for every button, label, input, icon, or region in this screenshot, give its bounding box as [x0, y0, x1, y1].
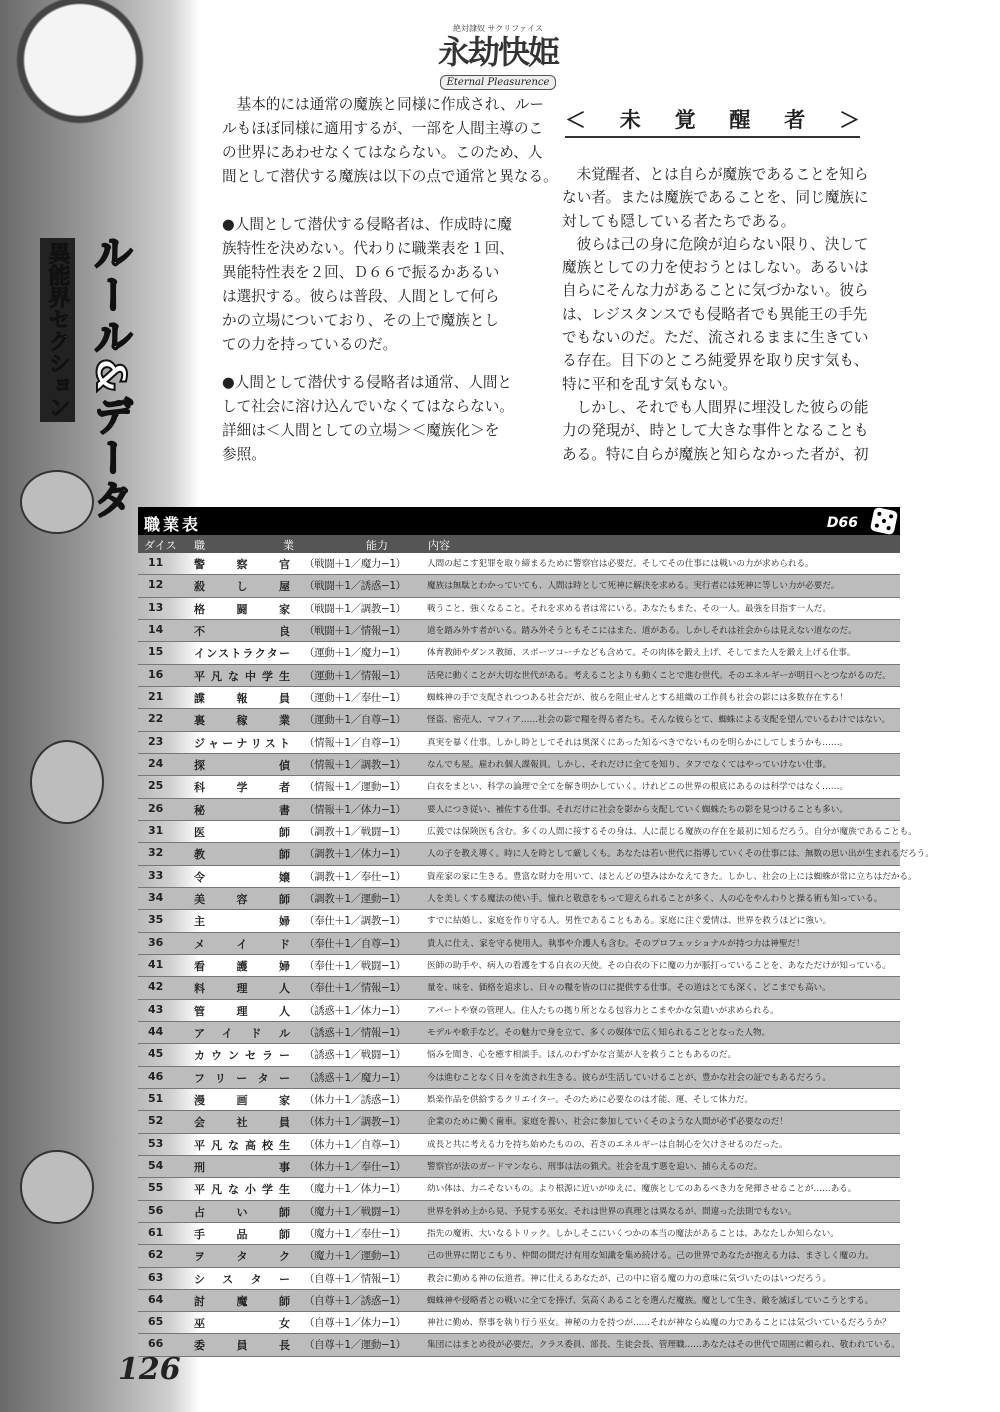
ability-modifier: （体力＋1／調教−1） — [304, 1116, 406, 1129]
dice-value: 21 — [148, 689, 164, 703]
header-job: 職 — [194, 539, 205, 552]
job-name: 占い師 — [194, 1205, 290, 1219]
dice-value: 32 — [148, 846, 164, 860]
dice-value: 52 — [148, 1114, 164, 1128]
text-line: ルもほぼ同様に適用するが、一部を人間主導のこ — [222, 120, 544, 137]
table-row — [138, 1312, 900, 1334]
job-description: 幼い体は、力ニそないもの。より根源に近いがゆえに、魔族としてのあるべき力を発揮させることが……ある。 — [427, 1184, 857, 1195]
table-row — [138, 709, 900, 731]
job-description: 戦うこと、強くなること。それを求める者は常にいる。あなたもまた、その一人。最強を目指す一人だ。 — [427, 603, 831, 614]
character-illustration — [30, 740, 104, 824]
job-description: 蜘蛛神の手で支配されつつある社会だが、彼らを阻止せんとする組織の工作員も社会の影には多数存在する！ — [427, 692, 848, 703]
job-name: 看護婦 — [194, 959, 290, 973]
ability-modifier: （奉仕＋1／調教−1） — [304, 915, 406, 928]
job-description: 真実を暴く仕事。しかし時としてそれは奥深くにあった知るべきでないものを明らかにしてしまうかも……。 — [427, 737, 849, 748]
ability-modifier: （魔力＋1／体力−1） — [304, 1183, 406, 1196]
table-row — [138, 910, 900, 932]
ability-modifier: （自尊＋1／運動−1） — [304, 1339, 406, 1352]
table-title: 職業表 — [144, 515, 202, 534]
dice-value: 24 — [148, 756, 164, 770]
job-description: 魔族は無駄とわかっていても、人間は時として死神に解決を求める。実行者には死神に等しい力が必要だ。 — [427, 581, 840, 592]
job-description: 娯楽作品を供給するクリエイター。そのために必要なのは才能、運、そして体力だ。 — [427, 1094, 754, 1105]
job-name: 手品師 — [194, 1227, 290, 1241]
table-row — [138, 1223, 900, 1245]
logo-small-text: 絶対隷奴 サクリファイス — [453, 24, 543, 33]
text-line: 対しても隠している者たちである。 — [562, 212, 796, 230]
job-description: 怪盗、密売人、マフィア……社会の影で糧を得る者たち。そんな彼らとて、蜘蛛による支配を望んでいるわけではない。 — [427, 715, 891, 726]
job-description: 白衣をまとい、科学の論理で全てを解き明かしていく。けれどこの世界の根底にあるのは科学ではなく……。 — [427, 782, 848, 793]
ability-modifier: （体力＋1／自尊−1） — [304, 1138, 406, 1151]
dice-value: 22 — [148, 712, 164, 726]
dice-label: D66 — [826, 515, 858, 531]
job-name: ヲタク — [194, 1250, 290, 1264]
page-number: 126 — [118, 1352, 181, 1387]
section-title: ルール&データ — [87, 232, 133, 521]
dice-value: 64 — [148, 1292, 164, 1306]
job-name: 平凡な小学生 — [194, 1183, 290, 1197]
job-name: インストラクター — [194, 647, 290, 661]
heading-char: 醒 — [729, 108, 751, 132]
heading-char: ＞ — [838, 108, 860, 132]
table-row — [138, 955, 900, 977]
job-description: 要人につき従い、補佐する仕事。それだけに社会を影から支配していく蜘蛛たちの影を見つけることも多い。 — [427, 804, 848, 815]
header-job: 業 — [283, 539, 294, 552]
dice-value: 43 — [148, 1002, 164, 1016]
table-row — [138, 843, 934, 865]
ability-modifier: （自尊＋1／情報−1） — [304, 1272, 406, 1285]
table-row — [138, 754, 900, 776]
job-name: 管理人 — [194, 1004, 290, 1018]
header-dice: ダイス — [144, 539, 177, 552]
ability-modifier: （奉仕＋1／戦闘−1） — [304, 959, 406, 972]
table-row — [138, 1156, 900, 1178]
dice-value: 41 — [148, 957, 164, 971]
text-line: かの立場についており、その上で魔族とし — [222, 312, 499, 329]
ability-modifier: （調教＋1／運動−1） — [304, 892, 406, 905]
table-row — [138, 1245, 900, 1267]
heading-char: 覚 — [674, 108, 696, 132]
table-row — [138, 598, 900, 620]
intro-paragraph — [222, 93, 558, 189]
job-description: 指先の魔術、大いなるトリック。しかしそこにいくつかの本当の魔法があることは、あなたしか知らない。 — [427, 1228, 839, 1239]
table-row — [138, 687, 900, 709]
ability-modifier: （誘惑＋1／戦闘−1） — [304, 1049, 406, 1062]
job-name: 巫女 — [194, 1317, 290, 1331]
ability-modifier: （運動＋1／魔力−1） — [304, 647, 406, 660]
ability-modifier: （戦闘＋1／誘惑−1） — [304, 580, 406, 593]
dice-value: 36 — [148, 935, 164, 949]
table-row — [138, 888, 900, 910]
job-description: 世界を斜め上から見、予見する巫女。それは世界の真理とは異なるが、間違った法則でもない。 — [427, 1206, 797, 1217]
table-row — [138, 575, 900, 597]
dice-value: 46 — [148, 1069, 164, 1083]
table-row — [138, 977, 900, 999]
job-description: 量を、味を、価格を追求し、日々の糧を皆の口に提供する仕事。その道はとても深く、どこまでも高い。 — [427, 983, 831, 994]
table-row — [138, 1111, 900, 1133]
ability-modifier: （魔力＋1／運動−1） — [304, 1250, 406, 1263]
table-row — [138, 732, 900, 754]
ability-modifier: （奉仕＋1／自尊−1） — [304, 937, 406, 950]
ability-modifier: （誘惑＋1／魔力−1） — [304, 1071, 406, 1084]
logo-main-text: 永劫快姫 — [437, 33, 558, 71]
text-line: 詳細は＜人間としての立場＞＜魔族化＞を — [222, 422, 500, 439]
dice-icon — [870, 507, 898, 535]
job-name: 探 偵 — [194, 758, 290, 772]
table-title-bar — [138, 507, 900, 535]
job-name: 平凡な中学生 — [194, 669, 290, 683]
dice-value: 44 — [148, 1024, 164, 1038]
job-description: 成長と共に考える力を持ち始めたものの、若さのエネルギーは自制心を欠けさせるのだった。 — [427, 1139, 788, 1150]
job-name: 諜報員 — [194, 691, 290, 705]
dice-value: 55 — [148, 1181, 164, 1195]
text-line: の世界にあわせなくてはならない。このため、人 — [222, 144, 543, 161]
text-line: ●人間として潜伏する侵略者は通常、人間と — [222, 374, 513, 391]
job-description: 体育教師やダンス教師、スポーツコーチなども含めて。その肉体を鍛え上げ、そしてまた人を鍛え上げる仕事。 — [427, 648, 856, 659]
dice-value: 35 — [148, 913, 164, 927]
ability-modifier: （自尊＋1／体力−1） — [304, 1317, 406, 1330]
dice-value: 51 — [148, 1091, 164, 1105]
table-row — [138, 620, 900, 642]
ability-modifier: （調教＋1／戦闘−1） — [304, 825, 406, 838]
job-name: 会社員 — [194, 1116, 290, 1130]
text-line: る存在。目下のところ純愛界を取り戻す気も、 — [562, 352, 869, 370]
text-line: でもないのだ。ただ、流されるままに生きてい — [562, 329, 869, 347]
job-name: メイド — [194, 937, 290, 951]
table-row — [138, 821, 917, 843]
job-description: なんでも屋。雇われ個人諜報員。しかし、それだけに全てを知り、タフでなくてはやっていけない仕事。 — [427, 759, 832, 770]
text-line: 異能特性表を２回、Ｄ６６で振るかあるい — [222, 264, 500, 281]
text-line: は、レジスタンスでも侵略者でも異能王の手先 — [562, 305, 868, 323]
table-row — [138, 1290, 900, 1312]
ability-modifier: （運動＋1／奉仕−1） — [304, 691, 406, 704]
table-row — [138, 1067, 900, 1089]
ability-modifier: （戦闘＋1／情報−1） — [304, 624, 406, 637]
job-description: 医師の助手や、病人の看護をする白衣の天使。その白衣の下に魔の力が脈打っていることを、あなただけが知っている。 — [427, 960, 891, 971]
text-line: 未覚醒者、とは自らが魔族であることを知ら — [562, 166, 869, 183]
job-name: フリーター — [194, 1071, 290, 1085]
job-description: 広義では保険医も含む。多くの人間に接するその身は、人に混じる魔族の存在を最初に知るだろう。自分が魔族であることも。 — [427, 826, 917, 837]
dice-value: 33 — [148, 868, 164, 882]
text-line: 族特性を決めない。代わりに職業表を１回、 — [222, 240, 514, 257]
job-name: 主婦 — [194, 915, 290, 929]
left-text-column — [222, 93, 558, 467]
job-description: 集団にはまとめ役が必要だ。クラス委員、部長、生徒会長、管理職……あなたはその世代で周囲に頼られ、敬われている。 — [427, 1340, 900, 1351]
job-name: 討魔師 — [194, 1294, 290, 1308]
right-text-column — [562, 163, 869, 466]
dice-value: 15 — [148, 645, 164, 659]
job-description: 資産家の家に生きる。豊富な財力を用いて、ほとんどの望みはかなえてきた。しかし、社会の上には蜘蛛が常に立ちはだかる。 — [427, 871, 917, 882]
text-line: 魔族としての力を使おうとはしない。あるいは — [562, 259, 869, 277]
dice-value: 25 — [148, 779, 164, 793]
text-line: ある。特に自らが魔族と知らなかった者が、初 — [562, 445, 869, 463]
table-row — [138, 1089, 900, 1111]
job-name: 秘書 — [194, 803, 290, 817]
job-description: 教会に勤める神の伝道者。神に仕えるあなたが、己の中に宿る魔の力の意味に気づいたのはいつだろう。 — [427, 1273, 831, 1284]
text-line: ての力を持っているのだ。 — [222, 336, 398, 353]
table-row — [138, 776, 900, 798]
dice-value: 16 — [148, 667, 164, 681]
text-line: 特に平和を乱す気もない。 — [562, 375, 738, 393]
job-name: 裏稼業 — [194, 714, 290, 728]
dice-value: 45 — [148, 1047, 164, 1061]
job-description: 神社に勤め、祭事を執り行う巫女。神秘の力を持つが……それが神ならぬ魔の力であることには気づいているだろうか？ — [427, 1318, 891, 1329]
job-description: モデルや歌手など。その魅力で身を立て、多くの媒体で広く知られることとなった人物。 — [427, 1027, 771, 1038]
dice-value: 11 — [148, 556, 164, 569]
table-row — [138, 1022, 900, 1044]
ability-modifier: （運動＋1／自尊−1） — [304, 714, 406, 727]
job-name: 美容師 — [194, 892, 290, 906]
ability-modifier: （情報＋1／自尊−1） — [304, 736, 406, 749]
dice-value: 42 — [148, 980, 164, 994]
dice-value: 23 — [148, 734, 164, 748]
text-line: 間として潜伏する魔族は以下の点で通常と異なる。 — [222, 168, 558, 185]
table-row — [138, 665, 900, 687]
text-line: して社会に溶け込んでいなくてはならない。 — [222, 398, 514, 415]
table-row — [138, 642, 900, 664]
ability-modifier: （誘惑＋1／情報−1） — [304, 1026, 406, 1039]
ability-modifier: （運動＋1／情報−1） — [304, 669, 406, 682]
job-name: 不 良 — [194, 624, 290, 638]
job-description: 蜘蛛神や侵略者との戦いに全てを捧げ、気高くあることを選んだ魔族。魔として生き、敵を滅ぼしていこうとする。 — [427, 1295, 874, 1306]
dice-value: 12 — [148, 578, 164, 592]
job-name: 殺し屋 — [194, 580, 290, 594]
job-description: 企業のために働く歯車。家庭を養い、社会に参加していくそのような人間が必ず必要なのだ！ — [427, 1117, 788, 1128]
job-description: 貴人に仕え、家を守る使用人。執事や介護人も含む。そのプロフェッショナルが持つ力は神聖だ！ — [427, 938, 805, 949]
job-name: ジャーナリスト — [194, 736, 290, 750]
dice-value: 66 — [148, 1337, 164, 1351]
table-header — [138, 535, 900, 553]
dice-value: 56 — [148, 1203, 164, 1217]
job-description: すでに結婚し、家庭を作り守る人。男性であることもある。家庭に注ぐ愛情は、世界を救うほどに強い。 — [427, 916, 832, 927]
table-row — [138, 1134, 900, 1156]
job-name: 刑事 — [194, 1160, 290, 1174]
ability-modifier: （自尊＋1／誘惑−1） — [304, 1294, 406, 1307]
job-name: 令嬢 — [194, 870, 290, 884]
dice-value: 14 — [148, 622, 164, 636]
ability-modifier: （調教＋1／奉仕−1） — [304, 870, 406, 883]
ability-modifier: （体力＋1／奉仕−1） — [304, 1160, 406, 1173]
logo-english-text: Eternal Pleasurence — [440, 75, 557, 90]
text-line: 彼らは己の身に危険が迫らない限り、決して — [562, 235, 869, 253]
job-name: 平凡な高校生 — [194, 1138, 290, 1152]
job-name: カウンセラー — [194, 1049, 290, 1063]
game-logo — [418, 24, 578, 90]
text-line: 基本的には通常の魔族と同様に作成され、ルー — [222, 96, 544, 113]
ability-modifier: （魔力＋1／奉仕−1） — [304, 1227, 406, 1240]
job-description: 人間の起こす犯罪を取り締まるために警察官は必要だ。そしてその仕事には戦いの力が求められる。 — [427, 559, 814, 569]
table-row — [138, 1178, 900, 1200]
job-description: 悩みを聞き、心を癒す相談手。ほんのわずかな言葉が人を救うこともあるのだ。 — [427, 1050, 737, 1061]
table-row — [138, 1000, 900, 1022]
heading-char: ＜ — [565, 108, 586, 132]
text-line: 参照。 — [222, 446, 266, 463]
job-name: 委員長 — [194, 1339, 290, 1353]
ability-modifier: （魔力＋1／戦闘−1） — [304, 1205, 406, 1218]
ability-modifier: （情報＋1／体力−1） — [304, 803, 406, 816]
text-line: ない者。または魔族であることを、同じ魔族に — [562, 189, 869, 207]
job-description: 警察官が法のガードマンなら、刑事は法の猟犬。社会を乱す悪を追い、捕らえるのだ。 — [427, 1161, 763, 1172]
job-name: 格闘家 — [194, 602, 290, 616]
dice-value: 13 — [148, 600, 164, 614]
table-row — [138, 1268, 900, 1290]
table-row — [138, 933, 900, 955]
job-name: 漫画家 — [194, 1093, 290, 1107]
job-name: シスター — [194, 1272, 290, 1286]
ability-modifier: （戦闘＋1／魔力−1） — [304, 558, 406, 570]
job-description: 今は進むことなく日々を流され生きる。彼らが生活していけることが、豊かな社会の証でもあるだろう。 — [427, 1072, 831, 1083]
job-name: 警察官 — [194, 558, 290, 571]
job-name: 教師 — [194, 848, 290, 862]
dice-value: 26 — [148, 801, 164, 815]
job-description: アパートや寮の管理人。住人たちの拠り所となる包容力とこまやかな気遣いが求められる。 — [427, 1005, 779, 1016]
text-line: 力の発現が、時として大きな事件となることも — [562, 422, 869, 440]
table-body — [138, 553, 934, 1357]
section-subtitle: 異能界セクション — [40, 238, 75, 422]
header-ability: 能力 — [366, 539, 388, 552]
dice-value: 65 — [148, 1315, 164, 1329]
heading-char: 者 — [784, 108, 806, 132]
dice-value: 62 — [148, 1248, 164, 1262]
ability-modifier: （奉仕＋1／情報−1） — [304, 982, 406, 995]
job-description: 活発に動くことが大切な世代がある。考えることよりも動くことで進む世代。そのエネルギーが明日へとつながるのだ。 — [427, 670, 891, 681]
job-table — [138, 507, 934, 1357]
heading-char: 未 — [619, 108, 641, 132]
job-name: 料理人 — [194, 982, 290, 996]
text-line: ●人間として潜伏する侵略者は、作成時に魔 — [222, 216, 513, 233]
job-description: 人を美しくする魔法の使い手。憧れと敬意をもって迎えられることが多く、人の心をやんわりと操る術も知っている。 — [427, 893, 883, 904]
text-line: しかし、それでも人間界に埋没した彼らの能 — [562, 398, 869, 416]
ability-modifier: （調教＋1／体力−1） — [304, 848, 406, 861]
ability-modifier: （体力＋1／誘惑−1） — [304, 1093, 406, 1106]
ability-modifier: （情報＋1／運動−1） — [304, 781, 406, 794]
job-description: 己の世界に閉じこもり、仲間の間だけ有用な知識を集め続ける。己の世界であなたが抱える力は、まさしく魔の力。 — [427, 1251, 874, 1262]
ability-modifier: （情報＋1／調教−1） — [304, 758, 406, 771]
ability-modifier: （誘惑＋1／体力−1） — [304, 1004, 406, 1017]
section-heading — [565, 104, 860, 138]
dice-value: 61 — [148, 1225, 164, 1239]
table-row — [138, 1334, 900, 1356]
job-description: 道を踏み外す者がいる。踏み外そうともそこにはまた、道がある。しかしそれは社会からは見えない道なのだ。 — [427, 625, 857, 636]
table-row — [138, 866, 917, 888]
bullet-paragraph — [222, 213, 522, 357]
ability-modifier: （戦闘＋1／調教−1） — [304, 602, 406, 615]
text-line: は選択する。彼らは普段、人間として何ら — [222, 288, 500, 305]
character-illustration — [20, 1150, 94, 1224]
table-row — [138, 553, 900, 575]
sun-face-illustration — [0, 0, 210, 200]
dice-value: 63 — [148, 1270, 164, 1284]
table-row — [138, 1201, 900, 1223]
dice-value: 31 — [148, 823, 164, 837]
job-name: アイドル — [194, 1026, 290, 1040]
bullet-paragraph — [222, 371, 522, 467]
dice-value: 53 — [148, 1136, 164, 1150]
job-name: 医師 — [194, 825, 290, 839]
job-description: 人の子を教え導く。時に人を時として厳しくも。あなたは若い世代に指導していくその仕事には、無数の思い出が生まれるだろう。 — [427, 849, 934, 860]
table-row — [138, 1044, 900, 1066]
header-content: 内容 — [428, 539, 450, 552]
job-name: 科学者 — [194, 781, 290, 795]
dice-value: 34 — [148, 890, 164, 904]
dice-value: 54 — [148, 1158, 164, 1172]
text-line: 自らにそんな力があることに気づかない。彼ら — [562, 282, 869, 300]
table-row — [138, 799, 900, 821]
